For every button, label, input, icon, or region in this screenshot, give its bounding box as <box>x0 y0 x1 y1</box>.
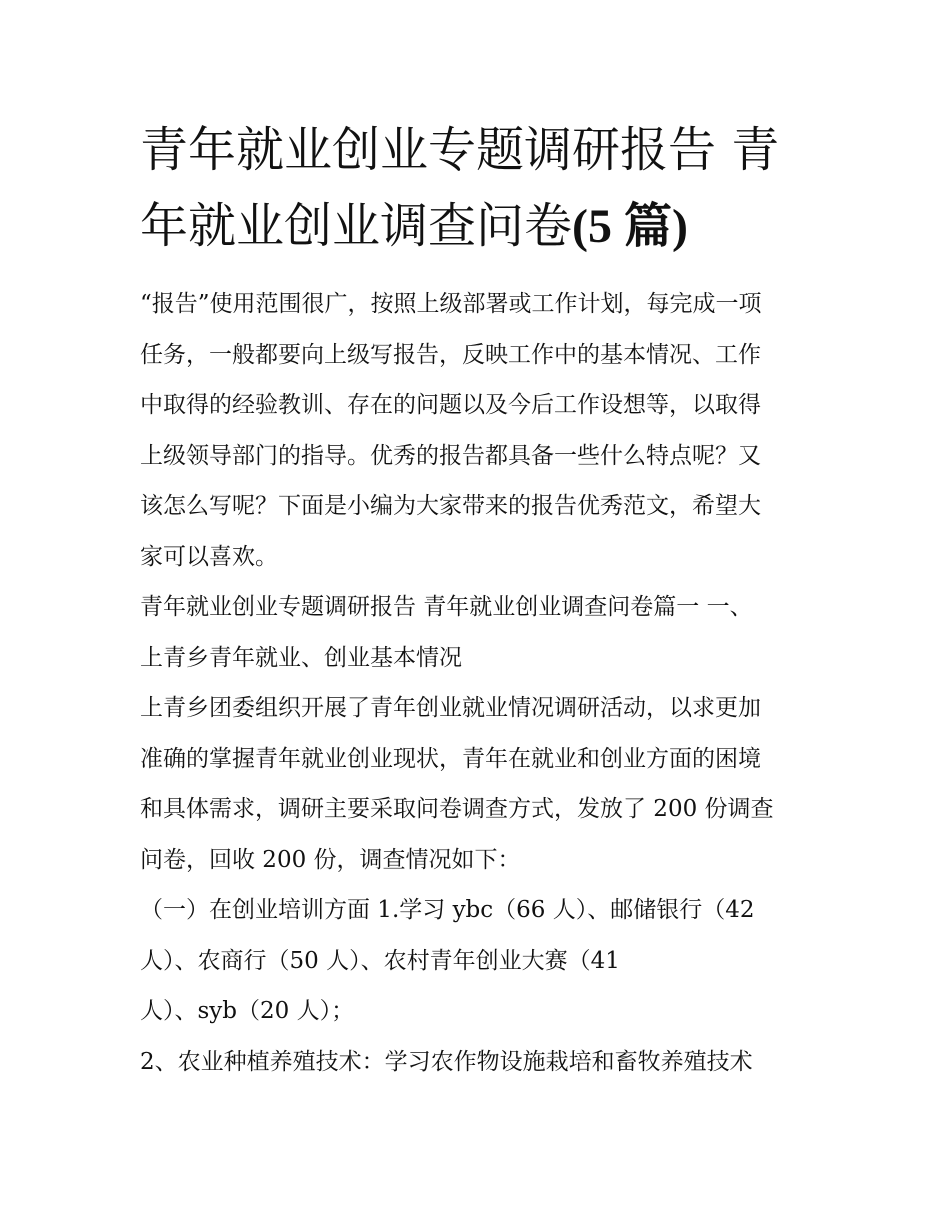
paragraph-agriculture <box>140 1037 820 1088</box>
title-line-2-text: 年就业创业调查问卷 <box>140 198 573 254</box>
paragraph-line: 上青乡青年就业、创业基本情况 <box>140 644 462 671</box>
paragraph-line: 该怎么写呢？下面是小编为大家带来的报告优秀范文，希望大 <box>140 493 761 519</box>
paragraph-line: （一）在创业培训方面 1.学习 ybc（66 人）、邮储银行（42 <box>140 897 755 923</box>
title-line-2-count: (5 篇) <box>572 200 688 253</box>
paragraph-survey <box>140 683 820 885</box>
paragraph-line: “报告”使用范围很广，按照上级部署或工作计划，每完成一项 <box>140 291 762 317</box>
paragraph-line: 家可以喜欢。 <box>140 543 278 570</box>
paragraph-line: 问卷，回收 200 份，调查情况如下： <box>140 846 521 873</box>
paragraph-line: 青年就业创业专题调研报告 青年就业创业调查问卷篇一 一、 <box>140 594 753 620</box>
paragraph-line: 任务，一般都要向上级写报告，反映工作中的基本情况、工作 <box>140 341 761 368</box>
paragraph-line: 中取得的经验教训、存在的问题以及今后工作设想等，以取得 <box>140 392 761 418</box>
paragraph-section-heading <box>140 582 820 683</box>
paragraph-intro <box>140 279 820 582</box>
title-line-2 <box>140 188 820 265</box>
paragraph-line: 人）、syb（20 人）； <box>140 998 355 1024</box>
title-line-1: 青年就业创业专题调研报告 青 <box>140 122 780 178</box>
paragraph-line: 上级领导部门的指导。优秀的报告都具备一些什么特点呢？又 <box>140 442 761 469</box>
paragraph-line: 和具体需求，调研主要采取问卷调查方式，发放了 200 份调查 <box>140 796 774 822</box>
paragraph-training <box>140 885 820 1037</box>
paragraph-line: 准确的掌握青年就业创业现状，青年在就业和创业方面的困境 <box>140 745 761 772</box>
paragraph-line: 人）、农商行（50 人）、农村青年创业大赛（41 <box>140 947 620 974</box>
paragraph-line: 2、农业种植养殖技术：学习农作物设施栽培和畜牧养殖技术 <box>140 1048 753 1075</box>
document-page <box>140 112 820 1087</box>
paragraph-line: 上青乡团委组织开展了青年创业就业情况调研活动，以求更加 <box>140 695 761 721</box>
document-title <box>140 112 820 265</box>
